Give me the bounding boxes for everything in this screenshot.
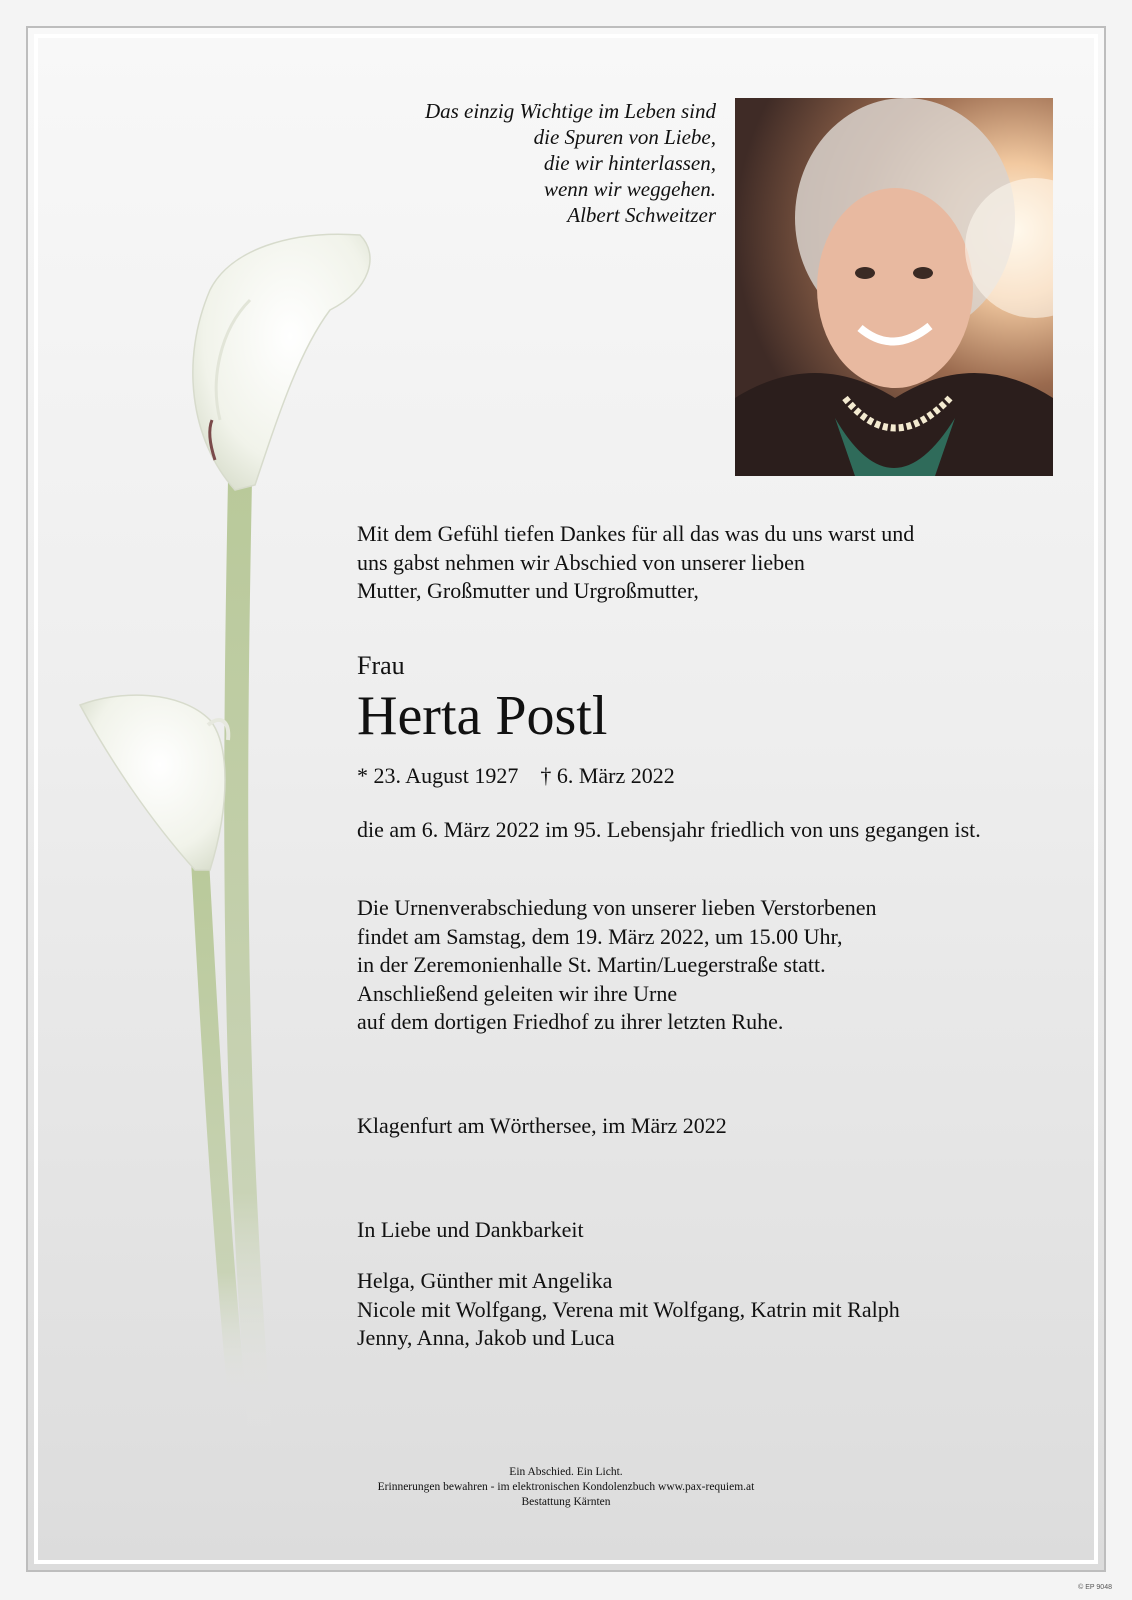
closing-phrase: In Liebe und Dankbarkeit	[357, 1217, 584, 1242]
quote-line: die Spuren von Liebe,	[533, 125, 716, 149]
portrait-photo	[735, 98, 1053, 476]
intro-line: Mutter, Großmutter und Urgroßmutter,	[357, 578, 699, 603]
family-line: Helga, Günther mit Angelika	[357, 1268, 613, 1293]
footer-line: Bestattung Kärnten	[521, 1496, 611, 1508]
death-statement: die am 6. März 2022 im 95. Lebensjahr friedlich von uns gegangen ist.	[357, 817, 981, 842]
footer-line: Erinnerungen bewahren - im elektronischen Kondolenzbuch www.pax-requiem.at	[377, 1481, 755, 1493]
quote-line: wenn wir weggehen.	[543, 177, 716, 201]
deceased-name: Herta Postl	[357, 685, 608, 747]
quote-line: die wir hinterlassen,	[543, 151, 716, 175]
birth-date: * 23. August 1927	[357, 763, 519, 788]
intro-line: Mit dem Gefühl tiefen Dankes für all das was du uns warst und	[357, 521, 915, 546]
portrait-illustration	[735, 98, 1053, 476]
quote-line: Das einzig Wichtige im Leben sind	[424, 99, 716, 123]
ceremony-paragraph	[357, 894, 876, 1037]
ceremony-line: in der Zeremonienhalle St. Martin/Luegerstraße statt.	[357, 952, 826, 977]
family-line: Nicole mit Wolfgang, Verena mit Wolfgang, Katrin mit Ralph	[357, 1296, 900, 1322]
ceremony-line: findet am Samstag, dem 19. März 2022, um 15.00 Uhr,	[357, 923, 843, 949]
ceremony-line: Die Urnenverabschiedung von unserer lieben Verstorbenen	[357, 895, 877, 920]
salutation: Frau	[357, 651, 405, 680]
corner-code: © EP 9048	[1078, 1584, 1112, 1591]
family-list	[357, 1267, 900, 1353]
epitaph-quote	[340, 98, 716, 228]
intro-line: uns gabst nehmen wir Abschied von unserer lieben	[357, 549, 805, 575]
place-date: Klagenfurt am Wörthersee, im März 2022	[357, 1113, 727, 1138]
death-date: † 6. März 2022	[540, 763, 675, 788]
ceremony-line: auf dem dortigen Friedhof zu ihrer letzten Ruhe.	[357, 1009, 784, 1034]
intro-paragraph	[357, 520, 914, 606]
life-dates	[357, 762, 675, 791]
footer	[340, 1465, 792, 1510]
footer-line: Ein Abschied. Ein Licht.	[509, 1466, 623, 1478]
quote-author: Albert Schweitzer	[567, 203, 716, 227]
ceremony-line: Anschließend geleiten wir ihre Urne	[357, 980, 678, 1006]
family-line: Jenny, Anna, Jakob und Luca	[357, 1325, 615, 1350]
